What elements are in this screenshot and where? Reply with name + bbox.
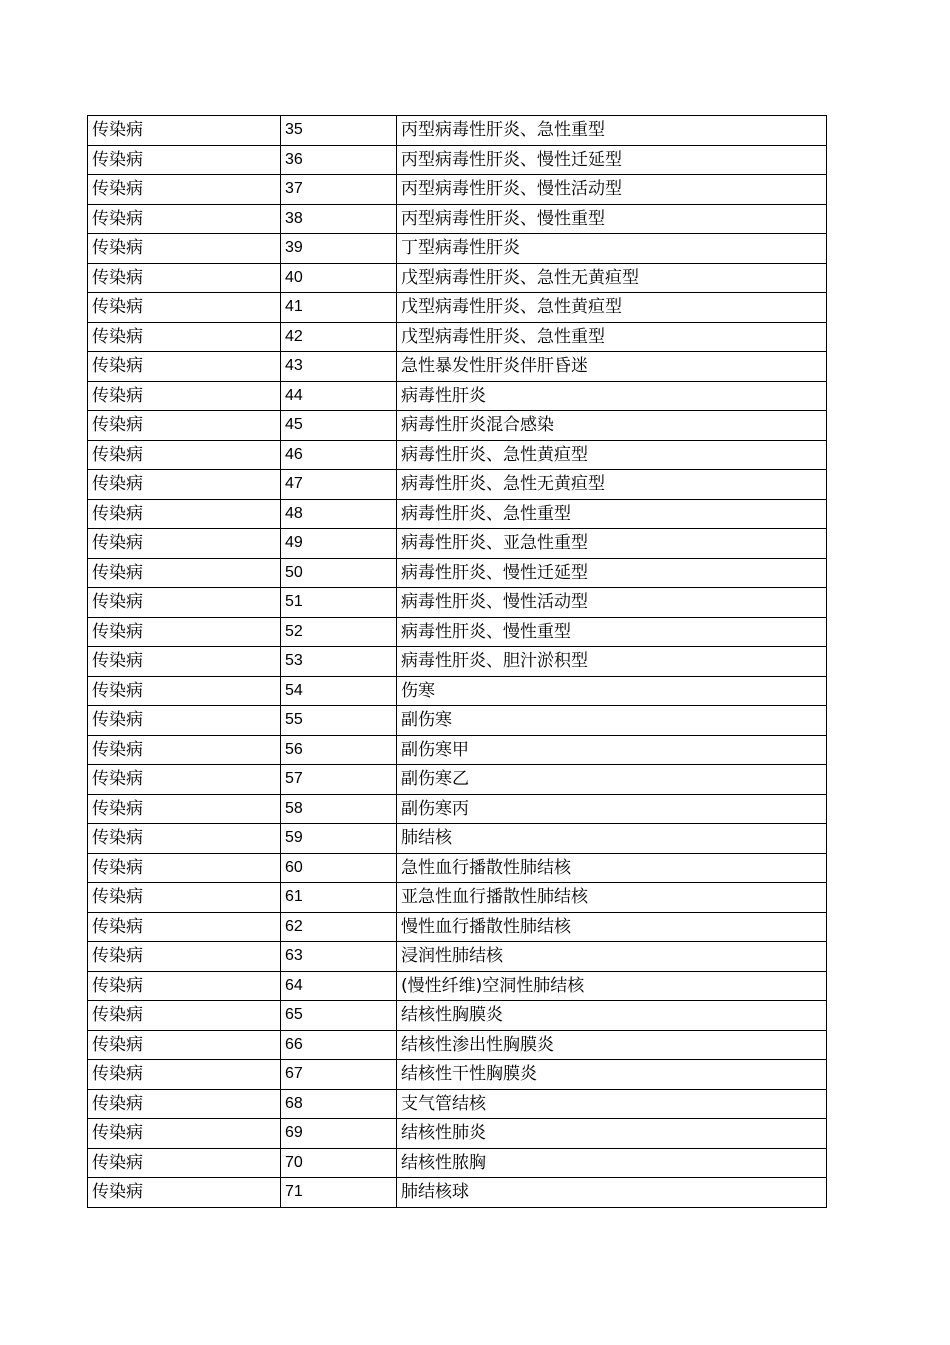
code-cell: 69: [281, 1119, 397, 1149]
table-row: [88, 883, 827, 913]
disease-name-cell: 病毒性肝炎、急性无黄疸型: [397, 470, 827, 500]
code-cell: 62: [281, 912, 397, 942]
disease-name-cell: 副伤寒丙: [397, 794, 827, 824]
code-cell: 37: [281, 175, 397, 205]
category-cell: 传染病: [88, 116, 281, 146]
category-cell: 传染病: [88, 1178, 281, 1208]
disease-name-cell: 支气管结核: [397, 1089, 827, 1119]
table-row: [88, 381, 827, 411]
code-cell: 39: [281, 234, 397, 264]
disease-name-cell: 病毒性肝炎、急性重型: [397, 499, 827, 529]
table-row: [88, 706, 827, 736]
disease-name-cell: 副伤寒乙: [397, 765, 827, 795]
code-cell: 40: [281, 263, 397, 293]
table-row: [88, 824, 827, 854]
category-cell: 传染病: [88, 617, 281, 647]
code-cell: 59: [281, 824, 397, 854]
disease-name-cell: 结核性渗出性胸膜炎: [397, 1030, 827, 1060]
disease-name-cell: 丙型病毒性肝炎、慢性活动型: [397, 175, 827, 205]
category-cell: 传染病: [88, 883, 281, 913]
category-cell: 传染病: [88, 1030, 281, 1060]
disease-name-cell: 慢性血行播散性肺结核: [397, 912, 827, 942]
disease-name-cell: 病毒性肝炎、慢性重型: [397, 617, 827, 647]
disease-name-cell: 戊型病毒性肝炎、急性无黄疸型: [397, 263, 827, 293]
disease-name-cell: 亚急性血行播散性肺结核: [397, 883, 827, 913]
table-row: [88, 617, 827, 647]
table-row: [88, 1001, 827, 1031]
table-row: [88, 322, 827, 352]
code-cell: 42: [281, 322, 397, 352]
table-row: [88, 1178, 827, 1208]
table-row: [88, 971, 827, 1001]
category-cell: 传染病: [88, 470, 281, 500]
table-row: [88, 411, 827, 441]
code-cell: 63: [281, 942, 397, 972]
table-row: [88, 588, 827, 618]
table-row: [88, 116, 827, 146]
code-cell: 67: [281, 1060, 397, 1090]
code-cell: 70: [281, 1148, 397, 1178]
code-cell: 53: [281, 647, 397, 677]
category-cell: 传染病: [88, 322, 281, 352]
code-cell: 61: [281, 883, 397, 913]
category-cell: 传染病: [88, 588, 281, 618]
code-cell: 43: [281, 352, 397, 382]
category-cell: 传染病: [88, 499, 281, 529]
table-row: [88, 676, 827, 706]
disease-table-body: [88, 116, 827, 1208]
table-row: [88, 529, 827, 559]
code-cell: 56: [281, 735, 397, 765]
table-row: [88, 470, 827, 500]
disease-name-cell: 副伤寒: [397, 706, 827, 736]
disease-name-cell: 丙型病毒性肝炎、急性重型: [397, 116, 827, 146]
code-cell: 47: [281, 470, 397, 500]
code-cell: 36: [281, 145, 397, 175]
category-cell: 传染病: [88, 824, 281, 854]
category-cell: 传染病: [88, 1089, 281, 1119]
category-cell: 传染病: [88, 853, 281, 883]
disease-name-cell: 戊型病毒性肝炎、急性重型: [397, 322, 827, 352]
disease-name-cell: 副伤寒甲: [397, 735, 827, 765]
category-cell: 传染病: [88, 145, 281, 175]
table-row: [88, 145, 827, 175]
category-cell: 传染病: [88, 735, 281, 765]
table-row: [88, 1030, 827, 1060]
disease-name-cell: 结核性肺炎: [397, 1119, 827, 1149]
disease-name-cell: 结核性干性胸膜炎: [397, 1060, 827, 1090]
category-cell: 传染病: [88, 1148, 281, 1178]
category-cell: 传染病: [88, 647, 281, 677]
disease-name-cell: 病毒性肝炎、急性黄疸型: [397, 440, 827, 470]
code-cell: 45: [281, 411, 397, 441]
disease-name-cell: 丙型病毒性肝炎、慢性重型: [397, 204, 827, 234]
category-cell: 传染病: [88, 765, 281, 795]
category-cell: 传染病: [88, 1060, 281, 1090]
category-cell: 传染病: [88, 971, 281, 1001]
disease-name-cell: 戊型病毒性肝炎、急性黄疸型: [397, 293, 827, 323]
code-cell: 55: [281, 706, 397, 736]
code-cell: 38: [281, 204, 397, 234]
code-cell: 49: [281, 529, 397, 559]
disease-name-cell: 病毒性肝炎、胆汁淤积型: [397, 647, 827, 677]
disease-name-cell: 病毒性肝炎、亚急性重型: [397, 529, 827, 559]
table-row: [88, 794, 827, 824]
disease-name-cell: 肺结核: [397, 824, 827, 854]
category-cell: 传染病: [88, 440, 281, 470]
disease-name-cell: 浸润性肺结核: [397, 942, 827, 972]
table-row: [88, 234, 827, 264]
disease-name-cell: 病毒性肝炎、慢性活动型: [397, 588, 827, 618]
code-cell: 57: [281, 765, 397, 795]
category-cell: 传染病: [88, 1119, 281, 1149]
disease-name-cell: (慢性纤维)空洞性肺结核: [397, 971, 827, 1001]
category-cell: 传染病: [88, 175, 281, 205]
category-cell: 传染病: [88, 912, 281, 942]
table-row: [88, 440, 827, 470]
table-row: [88, 1089, 827, 1119]
code-cell: 60: [281, 853, 397, 883]
table-row: [88, 912, 827, 942]
table-row: [88, 293, 827, 323]
disease-name-cell: 结核性脓胸: [397, 1148, 827, 1178]
table-row: [88, 1060, 827, 1090]
table-row: [88, 175, 827, 205]
disease-name-cell: 结核性胸膜炎: [397, 1001, 827, 1031]
code-cell: 46: [281, 440, 397, 470]
disease-name-cell: 急性血行播散性肺结核: [397, 853, 827, 883]
disease-name-cell: 病毒性肝炎: [397, 381, 827, 411]
table-row: [88, 558, 827, 588]
table-row: [88, 942, 827, 972]
category-cell: 传染病: [88, 381, 281, 411]
code-cell: 66: [281, 1030, 397, 1060]
code-cell: 52: [281, 617, 397, 647]
table-row: [88, 765, 827, 795]
category-cell: 传染病: [88, 676, 281, 706]
category-cell: 传染病: [88, 204, 281, 234]
category-cell: 传染病: [88, 529, 281, 559]
table-row: [88, 735, 827, 765]
code-cell: 58: [281, 794, 397, 824]
disease-name-cell: 丁型病毒性肝炎: [397, 234, 827, 264]
code-cell: 65: [281, 1001, 397, 1031]
code-cell: 35: [281, 116, 397, 146]
category-cell: 传染病: [88, 558, 281, 588]
disease-name-cell: 丙型病毒性肝炎、慢性迁延型: [397, 145, 827, 175]
code-cell: 54: [281, 676, 397, 706]
table-row: [88, 853, 827, 883]
code-cell: 64: [281, 971, 397, 1001]
category-cell: 传染病: [88, 293, 281, 323]
code-cell: 50: [281, 558, 397, 588]
disease-name-cell: 肺结核球: [397, 1178, 827, 1208]
table-row: [88, 499, 827, 529]
disease-name-cell: 伤寒: [397, 676, 827, 706]
code-cell: 68: [281, 1089, 397, 1119]
code-cell: 71: [281, 1178, 397, 1208]
table-row: [88, 204, 827, 234]
category-cell: 传染病: [88, 352, 281, 382]
table-row: [88, 1148, 827, 1178]
disease-name-cell: 急性暴发性肝炎伴肝昏迷: [397, 352, 827, 382]
category-cell: 传染病: [88, 794, 281, 824]
disease-name-cell: 病毒性肝炎混合感染: [397, 411, 827, 441]
category-cell: 传染病: [88, 706, 281, 736]
category-cell: 传染病: [88, 1001, 281, 1031]
table-row: [88, 1119, 827, 1149]
table-row: [88, 263, 827, 293]
code-cell: 41: [281, 293, 397, 323]
table-row: [88, 647, 827, 677]
category-cell: 传染病: [88, 942, 281, 972]
disease-table: [87, 115, 827, 1208]
code-cell: 44: [281, 381, 397, 411]
category-cell: 传染病: [88, 263, 281, 293]
code-cell: 51: [281, 588, 397, 618]
category-cell: 传染病: [88, 411, 281, 441]
disease-name-cell: 病毒性肝炎、慢性迁延型: [397, 558, 827, 588]
category-cell: 传染病: [88, 234, 281, 264]
table-row: [88, 352, 827, 382]
code-cell: 48: [281, 499, 397, 529]
